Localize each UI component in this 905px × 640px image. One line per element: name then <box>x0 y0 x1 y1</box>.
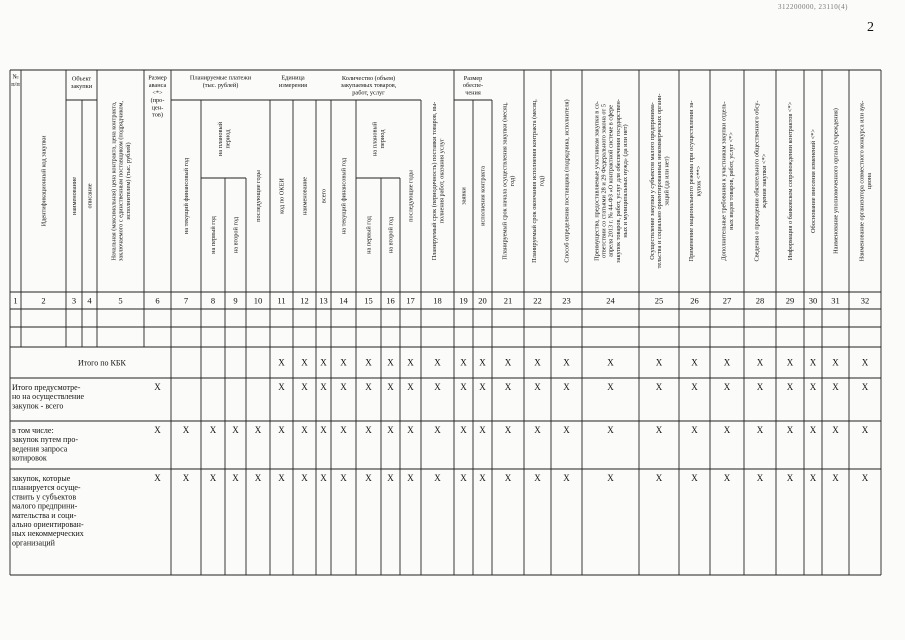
header-payments-later-line: последующие годы <box>255 170 263 222</box>
column-number-4: 4 <box>87 295 92 306</box>
column-number-20: 20 <box>478 295 487 306</box>
header-advance-line: <*> <box>152 89 163 97</box>
cell-col-32: X <box>861 473 869 483</box>
header-security-group <box>463 75 483 97</box>
column-number-28: 28 <box>755 295 765 306</box>
column-number-9: 9 <box>233 295 238 306</box>
column-number-11: 11 <box>277 295 286 306</box>
cell-col-18: X <box>434 473 441 483</box>
row-total-all <box>12 382 869 410</box>
header-joint-organizer-line: Наименование организатора совместного конкурса или аук- <box>858 100 866 262</box>
cell-col-31: X <box>832 473 839 483</box>
header-security-bid-line: заявки <box>460 187 468 205</box>
header-quantity-group-line: работ, услуг <box>352 89 385 97</box>
cell-col-28: X <box>756 382 764 392</box>
row-label-line: закупок - всего <box>12 401 64 411</box>
cell-col-20: X <box>479 425 486 435</box>
cell-col-12: X <box>301 382 308 392</box>
header-row-number-line: п/п <box>11 80 20 88</box>
header-public-discussion-line: Сведения о проведении обязательного общественного обсу- <box>753 100 761 262</box>
cell-col-17: X <box>407 382 414 392</box>
cell-col-15: X <box>365 357 372 368</box>
header-security-contract <box>480 166 487 226</box>
header-procurement-id <box>41 135 48 226</box>
header-payments-group-line: Планируемые платежи <box>189 74 252 82</box>
header-advance-line: (про- <box>150 96 165 104</box>
cell-col-18: X <box>434 357 441 368</box>
header-security-bid <box>461 187 468 205</box>
cell-col-32: X <box>861 382 869 392</box>
cell-col-15: X <box>365 382 372 392</box>
cell-col-8: X <box>209 425 217 435</box>
header-change-reason <box>810 129 817 233</box>
header-qty-first-line: на первый год <box>365 216 373 254</box>
cell-col-14: X <box>340 357 347 368</box>
table-grid <box>10 70 881 575</box>
header-qty-later <box>408 169 415 222</box>
cell-col-27: X <box>723 425 731 435</box>
header-public-discussion <box>754 101 768 262</box>
column-number-13: 13 <box>319 295 328 306</box>
column-number-5: 5 <box>118 295 123 306</box>
header-qty-later-line: последующие годы <box>407 170 415 222</box>
cell-col-30: X <box>809 357 817 368</box>
header-payments-second-line: на второй год <box>232 216 240 254</box>
cell-col-13: X <box>320 357 327 368</box>
header-small-business-line: заций (да или нет) <box>663 156 671 206</box>
header-national-regime <box>688 101 702 262</box>
cell-col-17: X <box>407 425 414 435</box>
row-label-line: ствить у субъектов <box>12 492 77 502</box>
cell-col-28: X <box>756 357 764 368</box>
cell-col-19: X <box>460 425 467 435</box>
cell-col-20: X <box>479 382 486 392</box>
header-row-number-line: № <box>12 73 19 81</box>
cell-col-23: X <box>563 473 570 483</box>
header-okei-code-line: код по ОКЕИ <box>278 178 286 214</box>
header-payments-plan <box>217 121 231 156</box>
header-small-business-line: Осуществление закупки у субъектов малого предпринима- <box>649 102 656 260</box>
header-delivery-term-line: полнения работ, оказания услуг <box>438 138 446 224</box>
row-label-line: ведения запроса <box>12 444 68 454</box>
column-number-6: 6 <box>155 295 160 306</box>
cell-col-22: X <box>534 357 541 368</box>
header-security-contract-line: исполнения контракта <box>479 166 487 226</box>
cell-col-22: X <box>534 425 541 435</box>
header-authorized-body <box>833 108 840 254</box>
cell-col-26: X <box>691 425 698 435</box>
header-object-name-line: наименование <box>71 176 79 216</box>
cell-col-27: X <box>723 357 731 368</box>
cell-col-16: X <box>387 382 394 392</box>
header-procurement-id-line: Идентификационный код закупки <box>40 135 48 227</box>
header-initial-price-line: Начальная (максимальная) цена контракта, цена контракта, <box>110 101 118 261</box>
cell-col-32: X <box>861 425 869 435</box>
cell-col-16: X <box>387 473 394 483</box>
cell-col-10: X <box>254 473 262 483</box>
header-advantages-line: ответствии со статьями 28 и 29 Федерального закона от 5 <box>600 104 608 258</box>
table-body <box>12 358 869 548</box>
cell-col-30: X <box>809 382 817 392</box>
cell-col-22: X <box>534 382 541 392</box>
cell-col-24: X <box>607 473 614 483</box>
header-unit-name <box>302 177 309 215</box>
column-number-24: 24 <box>606 295 615 306</box>
column-number-8: 8 <box>210 295 216 306</box>
header-initial-price-line: заключаемого с единственным поставщиком (подрядчиком, <box>117 100 125 262</box>
cell-col-14: X <box>340 382 347 392</box>
row-label <box>12 474 84 547</box>
cell-col-27: X <box>723 473 731 483</box>
column-number-21: 21 <box>503 295 513 306</box>
cell-col-25: X <box>655 425 663 435</box>
row-label <box>12 426 78 463</box>
row-label-line: малого предприни- <box>12 501 78 511</box>
cell-col-24: X <box>607 357 614 368</box>
cell-col-21: X <box>504 425 512 435</box>
header-security-group-line: Размер <box>463 74 483 82</box>
header-advantages-line: апреля 2013 г. № 44-ФЗ «О контрактной системе в сфере <box>607 104 615 258</box>
header-payments-second <box>233 216 240 253</box>
header-delivery-term <box>431 102 445 261</box>
header-start-term <box>502 102 516 260</box>
header-security-group-line: обеспе- <box>462 82 484 90</box>
cell-col-22: X <box>534 473 541 483</box>
cell-col-26: X <box>691 357 698 368</box>
row-label-line: в том числе: <box>12 426 54 435</box>
cell-col-29: X <box>786 382 794 392</box>
cell-col-24: X <box>607 425 614 435</box>
header-object-description-line: описание <box>86 183 94 209</box>
header-quantity-group <box>341 75 397 97</box>
cell-col-13: X <box>320 425 327 435</box>
header-national-regime-line: купок <**> <box>695 165 703 197</box>
row-label-line: но на осуществление <box>12 392 85 402</box>
column-number-16: 16 <box>386 295 395 306</box>
page-number: 2 <box>867 20 874 35</box>
cell-col-25: X <box>655 473 663 483</box>
header-national-regime-line: Применение национального режима при осуществлении за- <box>688 100 696 262</box>
header-quantity-group-line: закупаемых товаров, <box>340 82 397 90</box>
header-object-group <box>71 76 93 90</box>
row-label-line: Итого по КБК <box>78 358 126 368</box>
header-advance-line: цен- <box>151 104 164 112</box>
cell-col-20: X <box>479 473 486 483</box>
header-qty-total-line: всего <box>320 188 328 204</box>
header-row-number <box>11 74 20 88</box>
cell-col-29: X <box>786 473 794 483</box>
header-advantages <box>593 99 629 263</box>
header-public-discussion-line: ждения закупки <*> <box>760 153 768 209</box>
cell-col-30: X <box>809 425 817 435</box>
row-label-line: котировок <box>12 453 47 463</box>
cell-col-17: X <box>407 357 414 368</box>
header-initial-price-line: исполнителем) (тыс. рублей) <box>124 142 132 220</box>
header-advance-line: аванса <box>148 82 167 90</box>
cell-col-21: X <box>504 382 512 392</box>
column-number-15: 15 <box>364 295 373 306</box>
cell-col-27: X <box>723 382 731 392</box>
header-payments-group <box>190 75 252 89</box>
cell-col-23: X <box>563 357 570 368</box>
header-additional-requirements-line: ных видов товаров, работ, услуг <*> <box>727 132 735 230</box>
cell-col-15: X <box>365 473 372 483</box>
header-payments-plan-line: на плановый <box>217 121 225 157</box>
header-additional-requirements <box>721 101 735 260</box>
row-label-line: планируется осуще- <box>12 483 81 493</box>
header-object-description <box>87 183 94 208</box>
header-qty-total <box>321 189 328 203</box>
cell-col-11: X <box>278 425 285 435</box>
column-number-22: 22 <box>533 295 542 306</box>
row-label-line: закупок, которые <box>12 474 71 483</box>
header-qty-plan-line: на плановый <box>371 121 379 157</box>
cell-col-23: X <box>563 425 570 435</box>
cell-col-13: X <box>320 473 327 483</box>
cell-col-13: X <box>320 382 327 392</box>
header-end-term-line: Планируемый срок окончания исполнения контракта (месяц, <box>531 99 539 263</box>
cell-col-25: X <box>655 382 663 392</box>
header-delivery-term-line: Планируемый срок (периодичность) поставки товаров, вы- <box>431 101 439 261</box>
header-qty-second-line: на второй год <box>387 216 395 254</box>
row-label-line: закупок путем про- <box>12 435 78 445</box>
cell-col-29: X <box>786 425 794 435</box>
cell-col-24: X <box>607 382 614 392</box>
header-joint-organizer <box>859 101 873 262</box>
column-number-32: 32 <box>860 295 870 306</box>
header-object-name <box>71 177 78 215</box>
header-advantages-line: закупок товаров, работ, услуг для обеспечения государствен- <box>614 99 622 263</box>
row-label-line: ных некоммерческих <box>12 529 84 539</box>
cell-col-26: X <box>691 382 698 392</box>
cell-col-8: X <box>209 473 217 483</box>
header-additional-requirements-line: Дополнительные требования к участникам закупки отдель- <box>720 101 728 261</box>
header-unit-name-line: наименование <box>301 176 309 216</box>
header-unit-group-line: измерения <box>278 81 308 89</box>
cell-col-21: X <box>504 473 512 483</box>
column-number-23: 23 <box>562 295 571 306</box>
header-security-group-line: чения <box>465 89 481 97</box>
header-qty-current-line: на текущий финансовый год <box>340 157 348 235</box>
cell-col-19: X <box>460 357 467 368</box>
cell-col-28: X <box>756 425 764 435</box>
column-number-26: 26 <box>690 295 699 306</box>
header-authorized-body-line: Наименование уполномоченного органа (учреждения) <box>832 108 840 254</box>
cell-col-7: X <box>182 425 190 435</box>
header-end-term-line: год) <box>538 175 546 187</box>
header-quantity-group-line: Количество (объем) <box>341 74 396 82</box>
header-qty-current <box>341 157 348 234</box>
cell-col-12: X <box>301 473 308 483</box>
cell-col-11: X <box>278 473 285 483</box>
column-numbers-row <box>13 296 869 306</box>
cell-col-12: X <box>301 357 308 368</box>
header-advantages-line: Преимущества, предоставляемые участникам закупки в со- <box>593 101 601 261</box>
cell-col-16: X <box>387 357 394 368</box>
cell-col-28: X <box>756 473 764 483</box>
document-code: 312200000, 23110(4) <box>778 3 848 11</box>
header-start-term-line: Планируемый срок начала осуществления закупки (месяц, <box>501 102 509 260</box>
cell-col-25: X <box>655 357 663 368</box>
row-small-business <box>12 473 869 547</box>
header-payments-first <box>210 215 217 254</box>
cell-col-11: X <box>278 357 285 368</box>
column-number-14: 14 <box>339 295 348 306</box>
header-unit-group-line: Единица <box>281 74 305 82</box>
header-payments-current <box>183 157 190 234</box>
header-advance-line: тов) <box>152 111 163 119</box>
cell-col-6: X <box>154 473 161 483</box>
header-qty-second <box>388 216 395 253</box>
row-label-line: организаций <box>12 538 55 548</box>
header-joint-organizer-line: циона <box>865 172 873 190</box>
column-number-3: 3 <box>71 295 77 306</box>
cell-col-15: X <box>365 425 372 435</box>
cell-col-23: X <box>563 382 570 392</box>
cell-col-12: X <box>301 425 308 435</box>
header-supplier-method <box>564 99 571 262</box>
header-bank-support-line: Информация о банковском сопровождении контрактов <*> <box>787 101 795 261</box>
column-number-7: 7 <box>183 295 189 306</box>
row-label-line: ально ориентирован- <box>12 520 84 529</box>
cell-col-6: X <box>154 382 161 392</box>
cell-col-6: X <box>154 425 161 435</box>
row-label <box>78 359 126 368</box>
header-change-reason-line: Обоснование внесения изменений <*> <box>810 129 818 233</box>
header-payments-first-line: на первый год <box>210 216 218 254</box>
header-payments-plan-line: период <box>224 129 232 149</box>
header-supplier-method-line: Способ определения поставщика (подрядчика, исполнителя) <box>563 99 571 263</box>
column-number-1: 1 <box>13 295 18 306</box>
cell-col-14: X <box>340 473 347 483</box>
row-label-line: мательства и соци- <box>12 510 77 520</box>
cell-col-9: X <box>232 425 239 435</box>
column-number-31: 31 <box>831 295 840 306</box>
cell-col-18: X <box>434 425 441 435</box>
header-okei-code <box>279 178 286 214</box>
column-number-25: 25 <box>654 295 664 306</box>
header-qty-first <box>366 215 373 254</box>
column-number-18: 18 <box>433 295 442 306</box>
cell-col-31: X <box>832 382 839 392</box>
column-number-10: 10 <box>253 295 263 306</box>
cell-col-31: X <box>832 425 839 435</box>
cell-col-26: X <box>691 473 698 483</box>
cell-col-21: X <box>504 357 512 368</box>
header-payments-group-line: (тыс. рублей) <box>202 81 239 89</box>
column-number-19: 19 <box>459 295 468 306</box>
header-object-group-line: закупки <box>70 82 93 90</box>
cell-col-17: X <box>407 473 414 483</box>
column-number-27: 27 <box>722 295 732 306</box>
cell-col-19: X <box>460 473 467 483</box>
header-end-term <box>531 99 545 263</box>
column-number-2: 2 <box>41 295 46 306</box>
cell-col-11: X <box>278 382 285 392</box>
row-quotation-requests <box>12 425 869 463</box>
header-payments-later <box>255 169 262 222</box>
header-small-business-line: тельства и социально ориентированных некоммерческих органи- <box>656 93 664 269</box>
column-number-30: 30 <box>808 295 818 306</box>
header-object-group-line: Объект <box>71 75 92 83</box>
cell-col-19: X <box>460 382 467 392</box>
header-start-term-line: год) <box>508 175 516 187</box>
column-number-12: 12 <box>300 295 309 306</box>
row-label-line: Итого предусмотре- <box>12 383 81 392</box>
cell-col-32: X <box>861 357 869 368</box>
header-qty-plan <box>372 121 386 156</box>
cell-col-30: X <box>809 473 817 483</box>
cell-col-9: X <box>232 473 239 483</box>
header-bank-support <box>787 101 794 260</box>
cell-col-31: X <box>832 357 839 368</box>
header-small-business <box>649 94 670 269</box>
row-label <box>12 383 84 410</box>
header-advance-line: Размер <box>148 74 167 82</box>
header-qty-plan-line: период <box>378 129 386 149</box>
cell-col-7: X <box>182 473 190 483</box>
header-payments-current-line: на текущий финансовый год <box>183 157 191 235</box>
header-unit-group <box>279 75 307 89</box>
column-number-29: 29 <box>785 295 795 306</box>
header-initial-price <box>111 100 132 261</box>
header-advance <box>148 75 167 119</box>
cell-col-10: X <box>254 425 262 435</box>
header-advantages-line: ных и муниципальных нужд» (да или нет) <box>622 124 630 238</box>
cell-col-16: X <box>387 425 394 435</box>
cell-col-14: X <box>340 425 347 435</box>
cell-col-20: X <box>479 357 486 368</box>
column-number-17: 17 <box>406 295 415 306</box>
cell-col-18: X <box>434 382 441 392</box>
cell-col-29: X <box>786 357 794 368</box>
